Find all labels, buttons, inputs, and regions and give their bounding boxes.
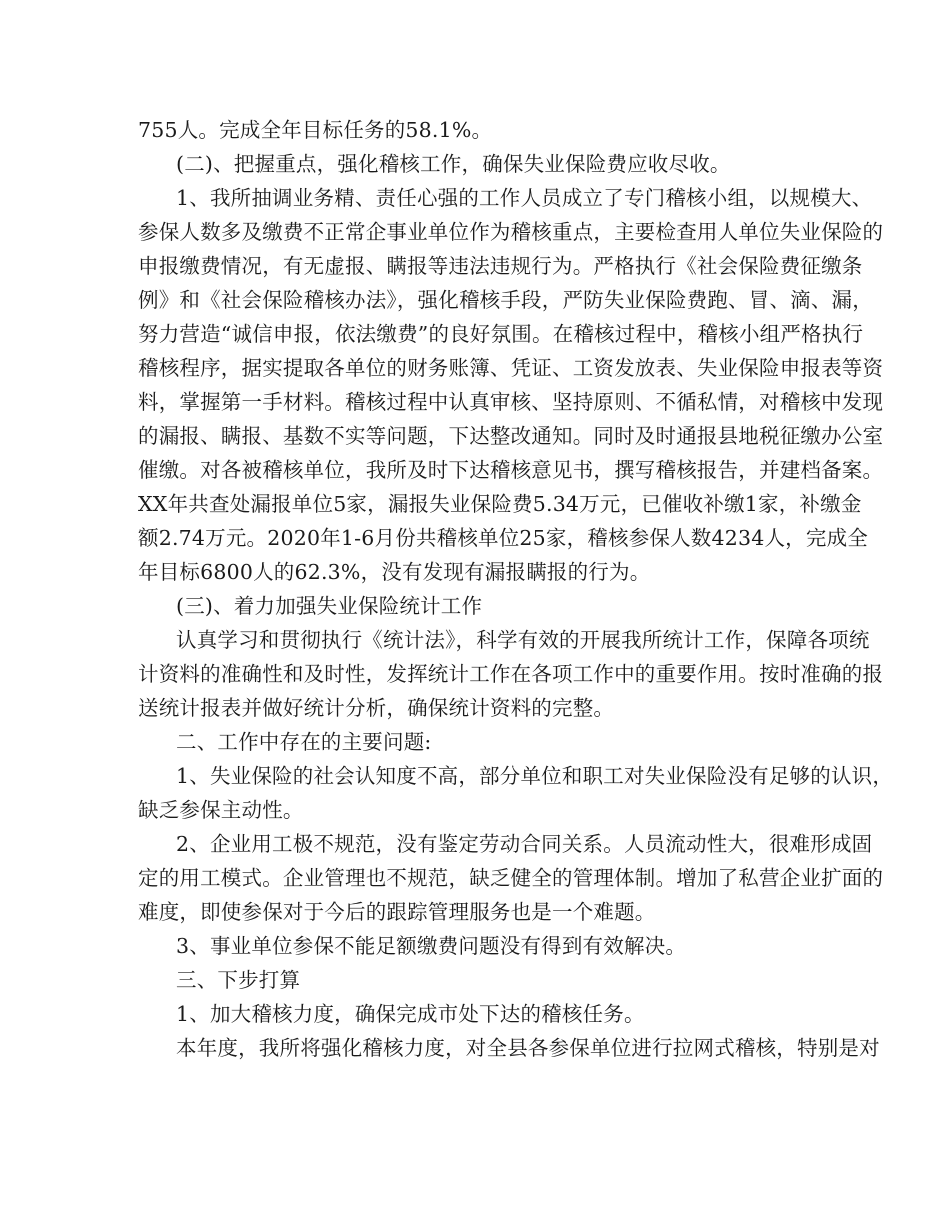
section-heading: (三)、着力加强失业保险统计工作 [176, 594, 483, 618]
paragraph-line: 3、事业单位参保不能足额缴费问题没有得到有效解决。 [176, 934, 687, 958]
paragraph-line: 计资料的准确性和及时性，发挥统计工作在各项工作中的重要作用。按时准确的报 [138, 662, 884, 686]
paragraph-line: 认真学习和贯彻执行《统计法》，科学有效的开展我所统计工作，保障各项统 [176, 628, 870, 652]
section-heading: (二)、把握重点，强化稽核工作，确保失业保险费应收尽收。 [176, 152, 731, 176]
paragraph-line: 本年度，我所将强化稽核力度，对全县各参保单位进行拉网式稽核，特别是对 [176, 1036, 880, 1060]
paragraph-line: 参保人数多及缴费不正常企事业单位作为稽核重点，主要检查用人单位失业保险的 [138, 220, 884, 244]
paragraph-line: 年目标6800人的62.3%，没有发现有漏报瞒报的行为。 [138, 560, 651, 584]
text-line: 755人。完成全年目标任务的58.1%。 [138, 118, 493, 142]
paragraph-line: 催缴。对各被稽核单位，我所及时下达稽核意见书，撰写稽核报告，并建档备案。 [138, 458, 884, 482]
section-heading: 二、工作中存在的主要问题: [176, 730, 432, 754]
paragraph-line: 的漏报、瞒报、基数不实等问题，下达整改通知。同时及时通报县地税征缴办公室 [138, 424, 884, 448]
paragraph-line: XX年共查处漏报单位5家，漏报失业保险费5.34万元，已催收补缴1家，补缴金 [138, 492, 862, 516]
paragraph-line: 额2.74万元。2020年1-6月份共稽核单位25家，稽核参保人数4234人，完成全 [138, 526, 868, 550]
paragraph-line: 送统计报表并做好统计分析，确保统计资料的完整。 [138, 696, 615, 720]
paragraph-line: 努力营造“诚信申报，依法缴费”的良好氛围。在稽核过程中，稽核小组严格执行 [138, 322, 864, 346]
paragraph-line: 2、企业用工极不规范，没有鉴定劳动合同关系。人员流动性大，很难形成固 [176, 832, 873, 856]
paragraph-line: 1、加大稽核力度，确保完成市处下达的稽核任务。 [176, 1002, 645, 1026]
paragraph-line: 稽核程序，据实提取各单位的财务账簿、凭证、工资发放表、失业保险申报表等资 [138, 356, 884, 380]
section-heading: 三、下步打算 [176, 968, 301, 992]
paragraph-line: 1、我所抽调业务精、责任心强的工作人员成立了专门稽核小组，以规模大、 [176, 186, 873, 210]
paragraph-line: 定的用工模式。企业管理也不规范，缺乏健全的管理体制。增加了私营企业扩面的 [138, 866, 884, 890]
paragraph-line: 缺乏参保主动性。 [138, 798, 304, 822]
paragraph-line: 难度，即使参保对于今后的跟踪管理服务也是一个难题。 [138, 900, 656, 924]
paragraph-line: 例》和《社会保险稽核办法》，强化稽核手段，严防失业保险费跑、冒、滴、漏， [138, 288, 873, 312]
paragraph-line: 申报缴费情况，有无虚报、瞒报等违法违规行为。严格执行《社会保险费征缴条 [138, 254, 863, 278]
paragraph-line: 1、失业保险的社会认知度不高，部分单位和职工对失业保险没有足够的认识， [176, 764, 894, 788]
paragraph-line: 料，掌握第一手材料。稽核过程中认真审核、坚持原则、不循私情，对稽核中发现 [138, 390, 884, 414]
